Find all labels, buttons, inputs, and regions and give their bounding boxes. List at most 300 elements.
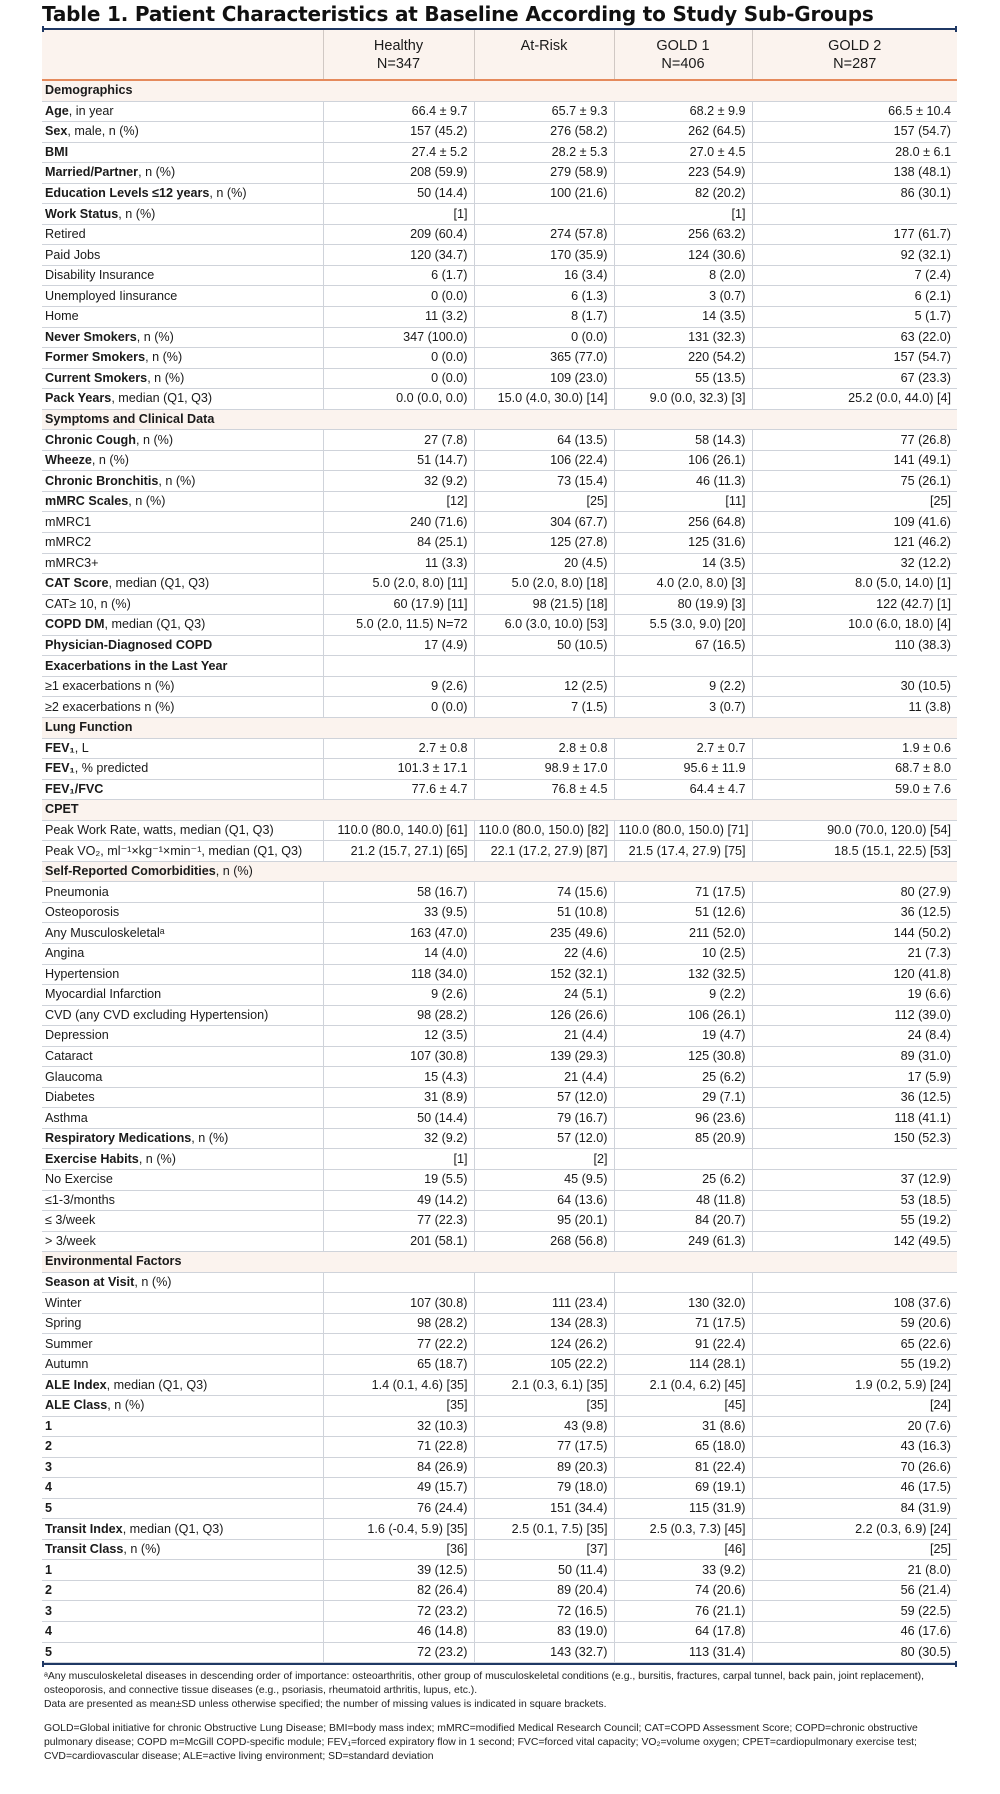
row-label: Sex, male, n (%) — [42, 122, 323, 143]
value-cell: 77 (26.8) — [752, 430, 957, 451]
table-row — [42, 656, 957, 677]
value-cell: 5.0 (2.0, 11.5) N=72 — [323, 615, 474, 636]
row-label: mMRC3+ — [42, 553, 323, 574]
table-row — [42, 820, 957, 841]
value-cell: 80 (19.9) [3] — [614, 594, 752, 615]
section-row — [42, 1252, 957, 1273]
row-label: FEV₁/FVC — [42, 779, 323, 800]
value-cell: 66.4 ± 9.7 — [323, 101, 474, 122]
value-cell: 15 (4.3) — [323, 1067, 474, 1088]
value-cell: 6 (1.7) — [323, 265, 474, 286]
value-cell: 3 (0.7) — [614, 286, 752, 307]
row-label: Transit Index, median (Q1, Q3) — [42, 1519, 323, 1540]
value-cell: 2.5 (0.1, 7.5) [35] — [474, 1519, 614, 1540]
footnote-data: Data are presented as mean±SD unless otherwise specified; the number of missing values is indicated in square brackets. — [44, 1699, 607, 1710]
value-cell: [25] — [474, 491, 614, 512]
table-row — [42, 204, 957, 225]
header-row — [42, 30, 957, 80]
value-cell: 46 (14.8) — [323, 1622, 474, 1643]
table-row — [42, 615, 957, 636]
value-cell — [752, 1272, 957, 1293]
value-cell: 235 (49.6) — [474, 923, 614, 944]
value-cell: 7 (1.5) — [474, 697, 614, 718]
table-row — [42, 676, 957, 697]
value-cell: 68.7 ± 8.0 — [752, 759, 957, 780]
value-cell: 365 (77.0) — [474, 348, 614, 369]
value-cell: 58 (14.3) — [614, 430, 752, 451]
value-cell: 0 (0.0) — [323, 286, 474, 307]
section-row — [42, 861, 957, 882]
table-row — [42, 122, 957, 143]
value-cell: 118 (41.1) — [752, 1108, 957, 1129]
row-label: Exacerbations in the Last Year — [42, 656, 323, 677]
value-cell: 31 (8.9) — [323, 1087, 474, 1108]
table-row — [42, 1026, 957, 1047]
table-row — [42, 943, 957, 964]
value-cell: 163 (47.0) — [323, 923, 474, 944]
value-cell: 49 (15.7) — [323, 1478, 474, 1499]
row-label: Any Musculoskeletalᵃ — [42, 923, 323, 944]
value-cell: 25.2 (0.0, 44.0) [4] — [752, 389, 957, 410]
value-cell: 75 (26.1) — [752, 471, 957, 492]
table-row — [42, 1190, 957, 1211]
table-row — [42, 841, 957, 862]
value-cell: 106 (26.1) — [614, 450, 752, 471]
value-cell: 0 (0.0) — [474, 327, 614, 348]
value-cell: 5 (1.7) — [752, 307, 957, 328]
value-cell: 14 (3.5) — [614, 307, 752, 328]
table-row — [42, 923, 957, 944]
value-cell: [37] — [474, 1539, 614, 1560]
value-cell — [752, 204, 957, 225]
section-row — [42, 717, 957, 738]
value-cell: 43 (16.3) — [752, 1437, 957, 1458]
value-cell: 4.0 (2.0, 8.0) [3] — [614, 574, 752, 595]
value-cell: 46 (17.5) — [752, 1478, 957, 1499]
value-cell: 30 (10.5) — [752, 676, 957, 697]
value-cell: 55 (13.5) — [614, 368, 752, 389]
table-row — [42, 553, 957, 574]
value-cell: 112 (39.0) — [752, 1005, 957, 1026]
row-label: CAT Score, median (Q1, Q3) — [42, 574, 323, 595]
row-label: Spring — [42, 1313, 323, 1334]
value-cell: 77.6 ± 4.7 — [323, 779, 474, 800]
table-row — [42, 902, 957, 923]
value-cell: 90.0 (70.0, 120.0) [54] — [752, 820, 957, 841]
value-cell: 10 (2.5) — [614, 943, 752, 964]
row-label: 3 — [42, 1457, 323, 1478]
row-label: 3 — [42, 1601, 323, 1622]
value-cell: 268 (56.8) — [474, 1231, 614, 1252]
value-cell: 110 (38.3) — [752, 635, 957, 656]
value-cell: 2.7 ± 0.8 — [323, 738, 474, 759]
row-label: Cataract — [42, 1046, 323, 1067]
table-row — [42, 1046, 957, 1067]
value-cell: 77 (22.2) — [323, 1334, 474, 1355]
value-cell: 130 (32.0) — [614, 1293, 752, 1314]
value-cell: 105 (22.2) — [474, 1354, 614, 1375]
value-cell: 106 (22.4) — [474, 450, 614, 471]
table-row — [42, 1601, 957, 1622]
value-cell: 5.0 (2.0, 8.0) [18] — [474, 574, 614, 595]
value-cell: 50 (10.5) — [474, 635, 614, 656]
value-cell: 98 (28.2) — [323, 1313, 474, 1334]
table-row — [42, 1293, 957, 1314]
value-cell: 9 (2.2) — [614, 985, 752, 1006]
row-label: No Exercise — [42, 1169, 323, 1190]
value-cell: 74 (20.6) — [614, 1580, 752, 1601]
value-cell: 208 (59.9) — [323, 163, 474, 184]
value-cell: 25 (6.2) — [614, 1169, 752, 1190]
value-cell: 17 (4.9) — [323, 635, 474, 656]
value-cell: [2] — [474, 1149, 614, 1170]
value-cell: 144 (50.2) — [752, 923, 957, 944]
value-cell: 16 (3.4) — [474, 265, 614, 286]
value-cell: 139 (29.3) — [474, 1046, 614, 1067]
header-blank — [42, 30, 323, 80]
value-cell: 5.5 (3.0, 9.0) [20] — [614, 615, 752, 636]
value-cell: 24 (5.1) — [474, 985, 614, 1006]
row-label: Work Status, n (%) — [42, 204, 323, 225]
row-label: Home — [42, 307, 323, 328]
value-cell: 223 (54.9) — [614, 163, 752, 184]
value-cell: 77 (22.3) — [323, 1211, 474, 1232]
row-label: Peak VO₂, ml⁻¹×kg⁻¹×min⁻¹, median (Q1, Q3) — [42, 841, 323, 862]
value-cell: 11 (3.8) — [752, 697, 957, 718]
value-cell: 77 (17.5) — [474, 1437, 614, 1458]
table-row — [42, 224, 957, 245]
value-cell: 71 (17.5) — [614, 882, 752, 903]
row-label: ≤ 3/week — [42, 1211, 323, 1232]
value-cell: 51 (10.8) — [474, 902, 614, 923]
value-cell: 89 (20.3) — [474, 1457, 614, 1478]
table-row — [42, 1231, 957, 1252]
row-label: ≥1 exacerbations n (%) — [42, 676, 323, 697]
row-label: Age, in year — [42, 101, 323, 122]
value-cell: [25] — [752, 1539, 957, 1560]
value-cell: 347 (100.0) — [323, 327, 474, 348]
header-gold-2: GOLD 2 N=287 — [752, 30, 957, 80]
table-row — [42, 697, 957, 718]
footnote-a: ᵃAny musculoskeletal diseases in descending order of importance: osteoarthritis, other group of musculoskeletal conditions (e.g., bursitis, fractures, carpal tunnel, back pain, joint replacement), osteoporosis, and connective tissue diseases (e.g., psoriasis, rheumatoid arthritis, lupus, etc.). — [44, 1671, 925, 1696]
value-cell: [24] — [752, 1396, 957, 1417]
section-label: Symptoms and Clinical Data — [42, 409, 957, 430]
value-cell: 36 (12.5) — [752, 1087, 957, 1108]
value-cell: 64 (13.5) — [474, 430, 614, 451]
value-cell: 20 (4.5) — [474, 553, 614, 574]
value-cell: 249 (61.3) — [614, 1231, 752, 1252]
table-row — [42, 1498, 957, 1519]
row-label: Diabetes — [42, 1087, 323, 1108]
value-cell: 19 (5.5) — [323, 1169, 474, 1190]
row-label: Osteoporosis — [42, 902, 323, 923]
section-row — [42, 800, 957, 821]
row-label: 1 — [42, 1560, 323, 1581]
table-title: Table 1. Patient Characteristics at Baseline According to Study Sub-Groups — [42, 2, 874, 26]
row-label: Peak Work Rate, watts, median (Q1, Q3) — [42, 820, 323, 841]
value-cell: 209 (60.4) — [323, 224, 474, 245]
value-cell: 111 (23.4) — [474, 1293, 614, 1314]
value-cell: 177 (61.7) — [752, 224, 957, 245]
row-label: mMRC1 — [42, 512, 323, 533]
value-cell: 274 (57.8) — [474, 224, 614, 245]
value-cell: 0 (0.0) — [323, 368, 474, 389]
value-cell: 157 (54.7) — [752, 348, 957, 369]
value-cell: [25] — [752, 491, 957, 512]
value-cell: 100 (21.6) — [474, 183, 614, 204]
value-cell: 84 (26.9) — [323, 1457, 474, 1478]
value-cell: 11 (3.3) — [323, 553, 474, 574]
value-cell: 79 (16.7) — [474, 1108, 614, 1129]
value-cell: 51 (14.7) — [323, 450, 474, 471]
value-cell: 64 (17.8) — [614, 1622, 752, 1643]
row-label: Respiratory Medications, n (%) — [42, 1128, 323, 1149]
value-cell: 10.0 (6.0, 18.0) [4] — [752, 615, 957, 636]
table-row — [42, 1169, 957, 1190]
row-label: Chronic Cough, n (%) — [42, 430, 323, 451]
value-cell: 18.5 (15.1, 22.5) [53] — [752, 841, 957, 862]
value-cell: 51 (12.6) — [614, 902, 752, 923]
value-cell: 134 (28.3) — [474, 1313, 614, 1334]
table-row — [42, 286, 957, 307]
value-cell: 6 (2.1) — [752, 286, 957, 307]
value-cell: 50 (14.4) — [323, 1108, 474, 1129]
value-cell: 37 (12.9) — [752, 1169, 957, 1190]
value-cell: 152 (32.1) — [474, 964, 614, 985]
table-row — [42, 985, 957, 1006]
value-cell: 151 (34.4) — [474, 1498, 614, 1519]
table-row — [42, 1457, 957, 1478]
value-cell: 50 (14.4) — [323, 183, 474, 204]
value-cell: 21.5 (17.4, 27.9) [75] — [614, 841, 752, 862]
table-row — [42, 759, 957, 780]
value-cell: 80 (27.9) — [752, 882, 957, 903]
value-cell: 60 (17.9) [11] — [323, 594, 474, 615]
row-label: Pneumonia — [42, 882, 323, 903]
value-cell: 64 (13.6) — [474, 1190, 614, 1211]
value-cell: 101.3 ± 17.1 — [323, 759, 474, 780]
value-cell: 86 (30.1) — [752, 183, 957, 204]
value-cell: 58 (16.7) — [323, 882, 474, 903]
row-label: Autumn — [42, 1354, 323, 1375]
row-label: ≥2 exacerbations n (%) — [42, 697, 323, 718]
bottom-rule — [42, 1663, 957, 1665]
value-cell: 64.4 ± 4.7 — [614, 779, 752, 800]
table-row — [42, 368, 957, 389]
row-label: Unemployed Iinsurance — [42, 286, 323, 307]
value-cell — [474, 656, 614, 677]
value-cell: 211 (52.0) — [614, 923, 752, 944]
footnote-abbreviations: GOLD=Global initiative for chronic Obstructive Lung Disease; BMI=body mass index; mMRC=modified Medical Research Council; CAT=COPD Assessment Score; COPD=chronic obstructive pulmonary disease; COPD m=McGill COPD-specific module; FEV₁=forced expiratory flow in 1 second; FVC=forced vital capacity; VO₂=volume oxygen; CPET=cardiopulmonary exercise test; CVD=cardiovascular disease; ALE=active living environment; SD=standard deviation — [44, 1723, 918, 1762]
value-cell: 27 (7.8) — [323, 430, 474, 451]
value-cell: 7 (2.4) — [752, 265, 957, 286]
table-row — [42, 1128, 957, 1149]
value-cell: 2.7 ± 0.7 — [614, 738, 752, 759]
value-cell: 84 (20.7) — [614, 1211, 752, 1232]
top-rule — [42, 28, 957, 30]
row-label: > 3/week — [42, 1231, 323, 1252]
value-cell: 82 (26.4) — [323, 1580, 474, 1601]
table-row — [42, 1622, 957, 1643]
value-cell: 21 (4.4) — [474, 1067, 614, 1088]
table-row — [42, 594, 957, 615]
value-cell: 125 (30.8) — [614, 1046, 752, 1067]
value-cell: 59 (22.5) — [752, 1601, 957, 1622]
value-cell: 98 (21.5) [18] — [474, 594, 614, 615]
header-at-risk: At-Risk — [474, 30, 614, 80]
value-cell: 32 (12.2) — [752, 553, 957, 574]
value-cell: 2.1 (0.3, 6.1) [35] — [474, 1375, 614, 1396]
value-cell: 95.6 ± 11.9 — [614, 759, 752, 780]
table-row — [42, 512, 957, 533]
value-cell: 67 (16.5) — [614, 635, 752, 656]
value-cell: 59.0 ± 7.6 — [752, 779, 957, 800]
value-cell: 157 (54.7) — [752, 122, 957, 143]
value-cell: [12] — [323, 491, 474, 512]
row-label: FEV₁, % predicted — [42, 759, 323, 780]
value-cell: 114 (28.1) — [614, 1354, 752, 1375]
value-cell: 91 (22.4) — [614, 1334, 752, 1355]
row-label: ≤1-3/months — [42, 1190, 323, 1211]
table-row — [42, 779, 957, 800]
table-row — [42, 1005, 957, 1026]
section-label: Self-Reported Comorbidities, n (%) — [42, 861, 957, 882]
value-cell — [752, 1149, 957, 1170]
table-row — [42, 1313, 957, 1334]
table-row — [42, 574, 957, 595]
characteristics-table — [42, 30, 957, 1663]
value-cell: 118 (34.0) — [323, 964, 474, 985]
value-cell: 201 (58.1) — [323, 1231, 474, 1252]
row-label: Current Smokers, n (%) — [42, 368, 323, 389]
value-cell: 76 (21.1) — [614, 1601, 752, 1622]
table-row — [42, 430, 957, 451]
table-row — [42, 738, 957, 759]
table-row — [42, 1437, 957, 1458]
value-cell: 17 (5.9) — [752, 1067, 957, 1088]
value-cell: 262 (64.5) — [614, 122, 752, 143]
value-cell: [46] — [614, 1539, 752, 1560]
table-row — [42, 101, 957, 122]
table-row — [42, 635, 957, 656]
value-cell: 65.7 ± 9.3 — [474, 101, 614, 122]
value-cell: 29 (7.1) — [614, 1087, 752, 1108]
row-label: 1 — [42, 1416, 323, 1437]
value-cell: 5.0 (2.0, 8.0) [11] — [323, 574, 474, 595]
value-cell: 65 (22.6) — [752, 1334, 957, 1355]
value-cell: 142 (49.5) — [752, 1231, 957, 1252]
row-label: Chronic Bronchitis, n (%) — [42, 471, 323, 492]
value-cell: 84 (25.1) — [323, 533, 474, 554]
value-cell: [36] — [323, 1539, 474, 1560]
value-cell: 66.5 ± 10.4 — [752, 101, 957, 122]
value-cell: 125 (31.6) — [614, 533, 752, 554]
value-cell: 19 (4.7) — [614, 1026, 752, 1047]
row-label: CAT≥ 10, n (%) — [42, 594, 323, 615]
value-cell: 22 (4.6) — [474, 943, 614, 964]
value-cell: 8 (2.0) — [614, 265, 752, 286]
value-cell: 124 (30.6) — [614, 245, 752, 266]
row-label: Wheeze, n (%) — [42, 450, 323, 471]
value-cell: 98 (28.2) — [323, 1005, 474, 1026]
table-row — [42, 1067, 957, 1088]
value-cell: 22.1 (17.2, 27.9) [87] — [474, 841, 614, 862]
value-cell: 55 (19.2) — [752, 1354, 957, 1375]
value-cell: 115 (31.9) — [614, 1498, 752, 1519]
value-cell: 84 (31.9) — [752, 1498, 957, 1519]
row-label: Transit Class, n (%) — [42, 1539, 323, 1560]
value-cell: 53 (18.5) — [752, 1190, 957, 1211]
table-row — [42, 1478, 957, 1499]
value-cell: 256 (63.2) — [614, 224, 752, 245]
table-row — [42, 491, 957, 512]
value-cell: 9 (2.6) — [323, 985, 474, 1006]
value-cell: 48 (11.8) — [614, 1190, 752, 1211]
value-cell: 92 (32.1) — [752, 245, 957, 266]
value-cell: [35] — [474, 1396, 614, 1417]
value-cell: 80 (30.5) — [752, 1642, 957, 1663]
section-label: Demographics — [42, 80, 957, 101]
table-row — [42, 964, 957, 985]
value-cell — [614, 1272, 752, 1293]
value-cell: 14 (3.5) — [614, 553, 752, 574]
row-label: Hypertension — [42, 964, 323, 985]
value-cell: 59 (20.6) — [752, 1313, 957, 1334]
row-label: Glaucoma — [42, 1067, 323, 1088]
value-cell: [45] — [614, 1396, 752, 1417]
value-cell: 28.2 ± 5.3 — [474, 142, 614, 163]
table-row — [42, 1211, 957, 1232]
value-cell: 107 (30.8) — [323, 1293, 474, 1314]
section-label: Environmental Factors — [42, 1252, 957, 1273]
value-cell: 21.2 (15.7, 27.1) [65] — [323, 841, 474, 862]
row-label: Myocardial Infarction — [42, 985, 323, 1006]
value-cell: 15.0 (4.0, 30.0) [14] — [474, 389, 614, 410]
value-cell: 1.6 (-0.4, 5.9) [35] — [323, 1519, 474, 1540]
value-cell: 79 (18.0) — [474, 1478, 614, 1499]
row-label: Education Levels ≤12 years, n (%) — [42, 183, 323, 204]
value-cell: 72 (23.2) — [323, 1642, 474, 1663]
table-row — [42, 1580, 957, 1601]
value-cell: 49 (14.2) — [323, 1190, 474, 1211]
value-cell: 109 (23.0) — [474, 368, 614, 389]
value-cell: 81 (22.4) — [614, 1457, 752, 1478]
value-cell: 9 (2.6) — [323, 676, 474, 697]
value-cell: 76 (24.4) — [323, 1498, 474, 1519]
value-cell: 68.2 ± 9.9 — [614, 101, 752, 122]
value-cell: 106 (26.1) — [614, 1005, 752, 1026]
table-row — [42, 1375, 957, 1396]
row-label: FEV₁, L — [42, 738, 323, 759]
value-cell: 63 (22.0) — [752, 327, 957, 348]
value-cell: 69 (19.1) — [614, 1478, 752, 1499]
value-cell: 31 (8.6) — [614, 1416, 752, 1437]
value-cell: [35] — [323, 1396, 474, 1417]
value-cell: 65 (18.0) — [614, 1437, 752, 1458]
row-label: Former Smokers, n (%) — [42, 348, 323, 369]
value-cell: 2.5 (0.3, 7.3) [45] — [614, 1519, 752, 1540]
value-cell: 89 (31.0) — [752, 1046, 957, 1067]
value-cell: 27.0 ± 4.5 — [614, 142, 752, 163]
table-row — [42, 348, 957, 369]
value-cell — [474, 204, 614, 225]
table-row — [42, 471, 957, 492]
value-cell: 21 (4.4) — [474, 1026, 614, 1047]
value-cell — [614, 1149, 752, 1170]
row-label: 4 — [42, 1622, 323, 1643]
row-label: Depression — [42, 1026, 323, 1047]
row-label: Exercise Habits, n (%) — [42, 1149, 323, 1170]
